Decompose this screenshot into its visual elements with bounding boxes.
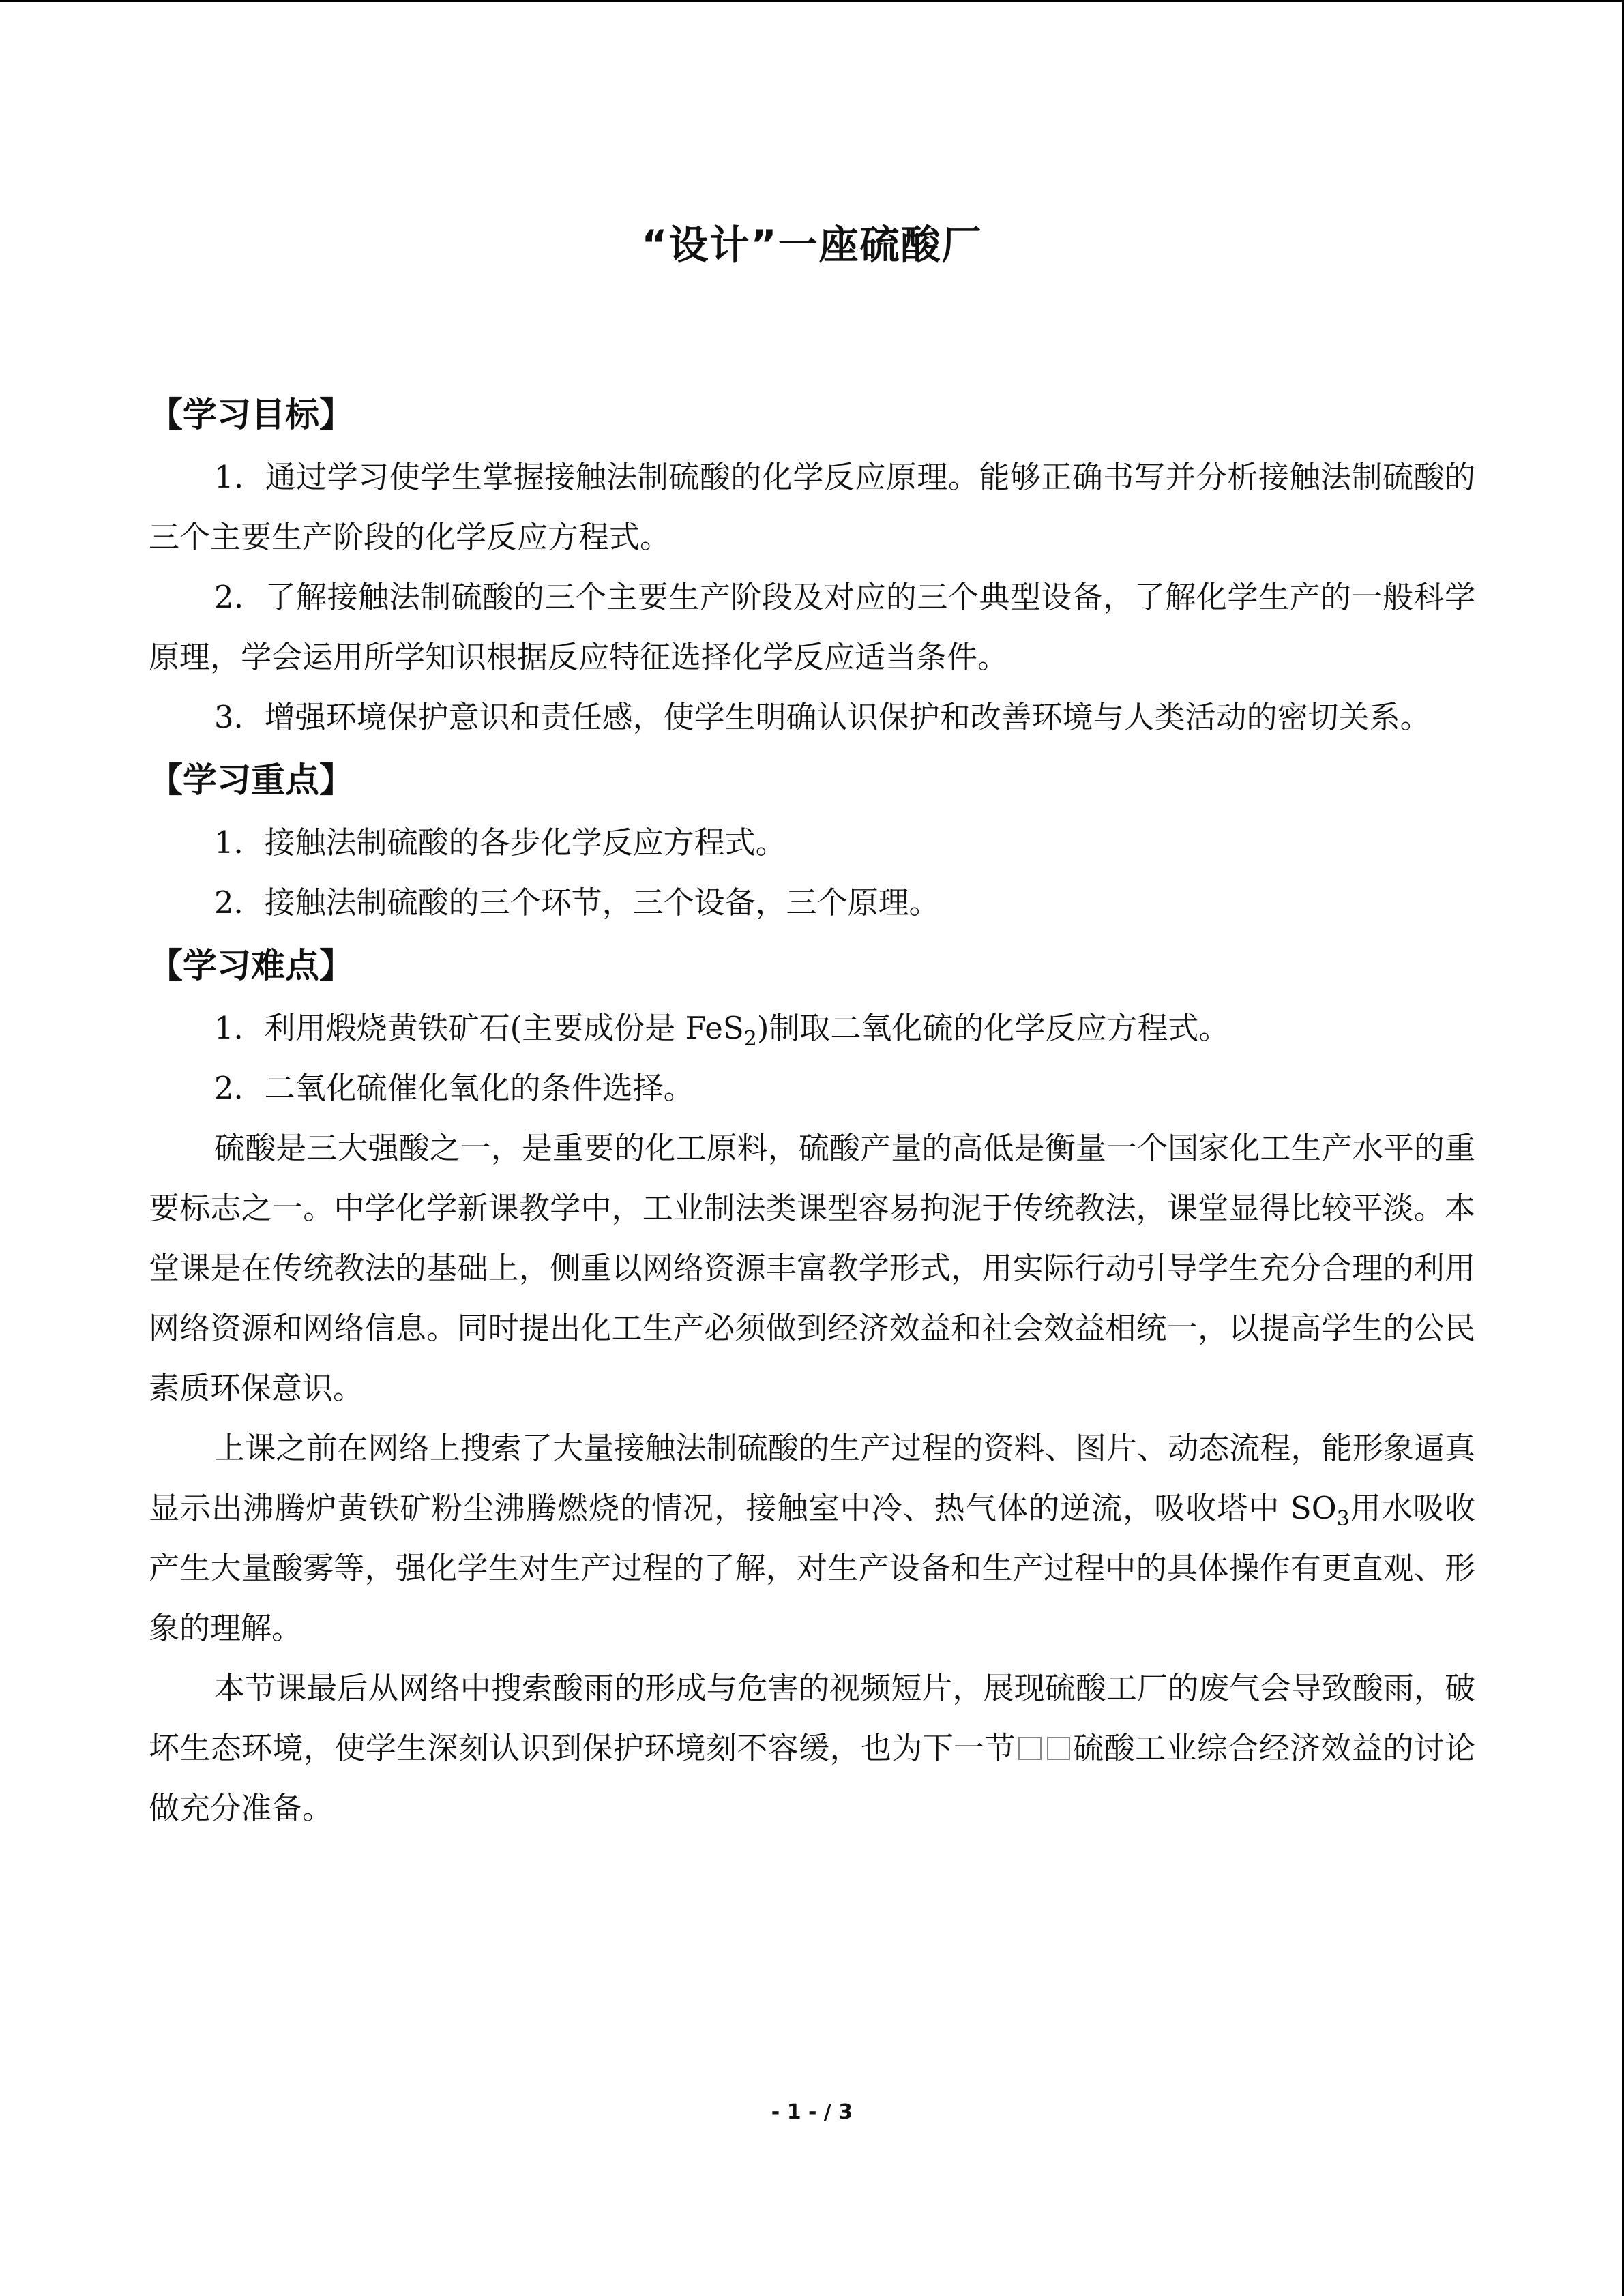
- difficulty-item-2: 2．二氧化硫催化氧化的条件选择。: [214, 1070, 694, 1106]
- body-paragraph-3: [149, 1658, 1475, 1838]
- page-number: - 1 - / 3: [771, 2100, 853, 2124]
- section-heading-key-points: 【学习重点】: [149, 760, 353, 800]
- difficulty-item-1-text: 1．利用煅烧黄铁矿石(主要成份是 FeS: [214, 1010, 744, 1046]
- key-point-item-1: 1．接触法制硫酸的各步化学反应方程式。: [214, 824, 786, 861]
- body-paragraph-2: [149, 1418, 1475, 1658]
- subscript-2: 2: [743, 1027, 757, 1051]
- body-paragraph-2-text: 上课之前在网络上搜索了大量接触法制硫酸的生产过程的资料、图片、动态流程，能形象逼真显示出沸腾炉黄铁矿粉尘沸腾燃烧的情况，接触室中冷、热气体的逆流，吸收塔中 SO: [149, 1430, 1475, 1526]
- body-paragraph-1: 硫酸是三大强酸之一，是重要的化工原料，硫酸产量的高低是衡量一个国家化工生产水平的重要标志之一。中学化学新课教学中，工业制法类课型容易拘泥于传统教法，课堂显得比较平淡。本堂课是在传统教法的基础上，侧重以网络资源丰富教学形式，用实际行动引导学生充分合理的利用网络资源和网络信息。同时提出化工生产必须做到经济效益和社会效益相统一，以提高学生的公民素质环保意识。: [149, 1130, 1475, 1406]
- objective-item-1: 1．通过学习使学生掌握接触法制硫酸的化学反应原理。能够正确书写并分析接触法制硫酸的三个主要生产阶段的化学反应方程式。: [149, 459, 1475, 555]
- missing-glyph-box: [1018, 1737, 1042, 1760]
- missing-glyph-box: [1047, 1737, 1070, 1760]
- difficulty-item-1-tail: )制取二氧化硫的化学反应方程式。: [756, 1010, 1230, 1046]
- top-border: [0, 0, 1624, 2]
- body-paragraph-2-tail: 用水吸收产生大量酸雾等，强化学生对生产过程的了解，对生产设备和生产过程中的具体操作有更直观、形象的理解。: [149, 1490, 1475, 1646]
- body-paragraph-3-tail: 硫酸工业综合经济效益的讨论做充分准备。: [149, 1730, 1475, 1826]
- document-body: [149, 382, 1475, 1838]
- objective-item-3: 3．增强环境保护意识和责任感，使学生明确认识保护和改善环境与人类活动的密切关系。: [214, 699, 1431, 735]
- body-paragraph-3-text: 本节课最后从网络中搜索酸雨的形成与危害的视频短片，展现硫酸工厂的废气会导致酸雨，破坏生态环境，使学生深刻认识到保护环境刻不容缓，也为下一节: [149, 1670, 1475, 1766]
- section-heading-objectives: 【学习目标】: [149, 395, 353, 434]
- objective-item-2: 2．了解接触法制硫酸的三个主要生产阶段及对应的三个典型设备，了解化学生产的一般科学原理，学会运用所学知识根据反应特征选择化学反应适当条件。: [149, 579, 1475, 675]
- page-title: “设计”一座硫酸厂: [641, 222, 983, 268]
- key-point-item-2: 2．接触法制硫酸的三个环节，三个设备，三个原理。: [214, 884, 940, 921]
- subscript-3: 3: [1336, 1507, 1350, 1531]
- section-heading-difficulties: 【学习难点】: [149, 946, 353, 985]
- difficulty-item-1: [149, 998, 1475, 1058]
